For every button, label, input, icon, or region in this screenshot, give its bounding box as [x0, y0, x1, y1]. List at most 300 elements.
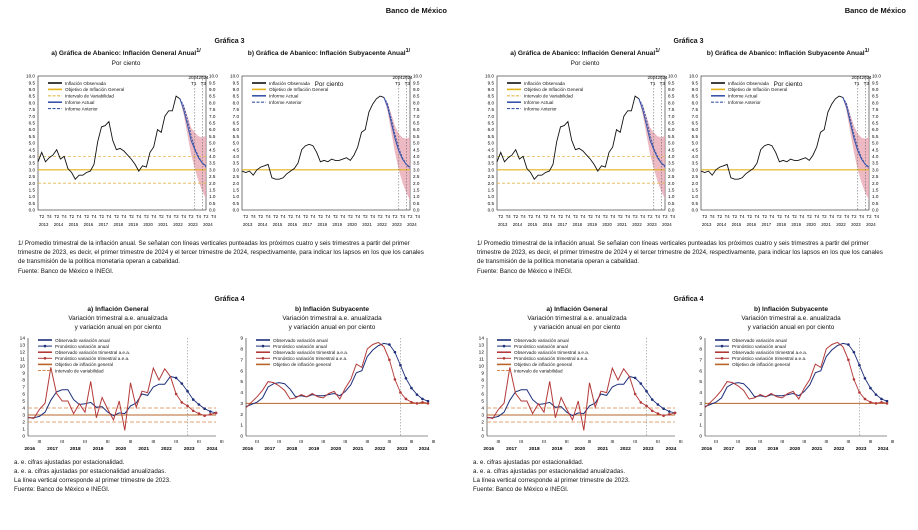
y-tick-label: 4.0 — [691, 154, 698, 159]
legend-label-4: Informe Anterior — [524, 106, 557, 112]
quarter-label: III — [255, 439, 259, 444]
marker-t1-label: T1 — [395, 81, 401, 86]
legend-label-4: Objetivo de inflación general — [514, 362, 572, 368]
year-label: 2022 — [836, 222, 846, 227]
y-tick-label-right: 0.5 — [872, 200, 879, 206]
forecast-quarterly-point — [215, 412, 218, 415]
quarter-label: T4 — [784, 214, 790, 219]
quarter-label: T4 — [310, 214, 316, 219]
forecast-annual-point — [875, 393, 878, 396]
quarter-label: T4 — [655, 214, 661, 219]
y-tick-label-right: 9.5 — [668, 80, 675, 86]
y-tick-label: 9.0 — [487, 87, 494, 92]
year-label: 2018 — [113, 222, 124, 227]
year-label: 2019 — [308, 447, 320, 452]
y-tick-label: 5 — [699, 380, 702, 386]
y-tick-label: 2.5 — [691, 174, 698, 180]
year-label: 2021 — [352, 447, 364, 452]
forecast-quarterly-point — [634, 393, 637, 396]
chart-c-subtitle1: Variación trimestral a.e. anualizada — [68, 315, 168, 322]
y-tick-label: 9 — [240, 336, 243, 342]
y-tick-label-right: 6.0 — [668, 127, 675, 133]
legend-label-4: Informe Anterior — [65, 106, 98, 112]
quarter-label: T2 — [128, 214, 134, 219]
y-tick-label: 5.0 — [28, 140, 35, 146]
y-tick-label-right: 0.5 — [209, 200, 216, 206]
legend-label-3: Pronóstico variación trimestral a.e.a. — [273, 356, 348, 362]
report-page-right — [459, 0, 918, 530]
quarter-label: T4 — [769, 214, 775, 219]
y-tick-label: 1 — [240, 423, 243, 429]
quarter-label: T2 — [602, 214, 608, 219]
y-tick-label: 8 — [240, 347, 243, 353]
figure3-footnote: 1/ Promedio trimestral de la inflación anual. Se señalan con líneas verticales punteadas los próximos cuatro y seis trimestres a partir del primer trimestre de 2023, es decir, el primer trimestre de 2024 y el tercer trimestre de 2024, respectivamente, para indicar los lapsos en los que los canales de transmisión de la política monetaria operan a cabalidad. — [18, 240, 424, 265]
forecast-quarterly-point — [886, 402, 889, 405]
chart-d-subtitle1: Variación trimestral a.e. anualizada — [282, 315, 382, 322]
chart-c-subtitle2: y variación anual en por ciento — [533, 324, 621, 331]
quarter-label: III — [299, 439, 304, 444]
quarter-label: T2 — [866, 214, 872, 219]
quarter-label: T4 — [355, 214, 361, 219]
series-observed-quarterly — [487, 367, 635, 430]
y-tick-label-right: 10.0 — [209, 73, 218, 79]
y-tick-label-right: 8.5 — [209, 93, 216, 99]
note-aea: a. e. a. cifras ajustadas por estacionalidad anualizadas. — [473, 467, 626, 475]
y-tick-label-right: 1.0 — [872, 194, 879, 200]
year-label: 2022 — [833, 447, 845, 452]
year-label: 2024 — [662, 222, 672, 227]
y-tick-label: 2 — [699, 412, 702, 418]
note-aea: a. e. a. cifras ajustadas por estacionalidad anualizadas. — [14, 467, 167, 475]
year-label: 2024 — [866, 222, 876, 227]
marker-year-label: 20242024 — [647, 75, 668, 80]
y-tick-label: 7.5 — [28, 107, 35, 113]
quarter-label: T4 — [625, 214, 631, 219]
y-tick-label: 5 — [240, 380, 243, 386]
year-label: 2021 — [821, 222, 831, 227]
y-tick-label: 2.5 — [28, 174, 35, 180]
y-tick-label-right: 1.0 — [209, 194, 216, 200]
y-tick-label: 4 — [22, 406, 25, 412]
y-tick-label: 9.5 — [232, 80, 239, 86]
forecast-annual-point — [847, 343, 850, 346]
legend-label-2: Informe Actual — [728, 93, 758, 99]
forecast-annual-point — [853, 351, 856, 354]
y-tick-label-right: 7.5 — [413, 107, 420, 113]
quarter-label: T2 — [273, 214, 279, 219]
quarter-label: III — [128, 439, 133, 444]
legend-label-2: Intervalo de Variabilidad — [65, 93, 114, 99]
quarter-label: T2 — [84, 214, 90, 219]
legend-label-0: Inflación Observada — [65, 80, 106, 86]
y-tick-label: 10.0 — [689, 73, 698, 79]
year-label: 2013 — [701, 222, 712, 227]
y-tick-label: 5.0 — [487, 140, 494, 146]
figure3-source: Fuente: Banco de México e INEGI. — [477, 268, 573, 275]
forecast-annual-point — [668, 410, 671, 413]
y-tick-label: 1.5 — [232, 187, 239, 193]
year-label: 2024 — [203, 222, 213, 227]
quarter-label: T2 — [557, 214, 563, 219]
y-tick-label-right: 3.5 — [209, 160, 216, 166]
quarter-label: III — [890, 439, 895, 444]
forecast-quarterly-point — [421, 401, 424, 404]
y-tick-label-right: 6.0 — [872, 127, 879, 133]
quarter-label: T2 — [632, 214, 638, 219]
quarter-label: T4 — [385, 214, 391, 219]
y-tick-label: 8.0 — [487, 100, 494, 106]
quarter-label: T4 — [106, 214, 112, 219]
y-tick-label-right: 10.0 — [668, 73, 677, 79]
year-label: 2020 — [574, 447, 586, 452]
year-label: 2017 — [302, 222, 313, 227]
y-tick-label-right: 6.5 — [872, 120, 879, 126]
y-tick-label-right: 1.0 — [668, 194, 675, 200]
y-tick-label: 6 — [481, 392, 484, 398]
y-tick-label: 1.5 — [28, 187, 35, 193]
y-tick-label: 3 — [699, 401, 702, 407]
figure4-notes — [473, 459, 630, 495]
y-tick-label: 8.5 — [28, 93, 35, 99]
chart-d-subtitle1: Variación trimestral a.e. anualizada — [741, 315, 841, 322]
y-tick-label: 5.5 — [691, 133, 698, 139]
year-label: 2018 — [572, 222, 583, 227]
year-label: 2022 — [620, 447, 631, 452]
year-label: 2020 — [347, 222, 357, 227]
year-label: 2023 — [851, 222, 861, 227]
y-tick-label: 7.5 — [487, 107, 494, 113]
y-tick-label: 10.0 — [230, 73, 239, 79]
y-tick-label-right: 6.0 — [209, 127, 216, 133]
year-label: 2024 — [407, 222, 417, 227]
y-tick-label: 3.5 — [232, 160, 239, 166]
year-label: 2018 — [745, 447, 757, 452]
quarter-label: T2 — [392, 214, 398, 219]
quarter-label: T4 — [669, 214, 675, 219]
quarter-label: III — [387, 439, 392, 444]
y-tick-label-right: 5.0 — [872, 140, 879, 146]
year-label: 2021 — [617, 222, 627, 227]
figure4-source: Fuente: Banco de México e INEGI. — [473, 485, 569, 493]
year-label: 2021 — [811, 447, 823, 452]
y-tick-label-right: 1.5 — [668, 187, 675, 193]
legend-marker — [721, 357, 724, 360]
legend-label-2: Intervalo de Variabilidad — [524, 93, 573, 99]
y-tick-label-right: 4.5 — [209, 147, 216, 153]
forecast-quarterly-point — [864, 398, 867, 401]
forecast-quarterly-point — [410, 401, 413, 404]
y-tick-label: 1.0 — [487, 194, 494, 200]
legend-label-1: Objetivo de Inflación General — [524, 87, 584, 93]
y-tick-label-right: 7.5 — [872, 107, 879, 113]
y-tick-label: 6.5 — [487, 120, 494, 126]
y-tick-label-right: 9.0 — [209, 87, 216, 92]
quarter-label: T4 — [61, 214, 67, 219]
y-tick-label: 4.5 — [28, 147, 35, 153]
forecast-quarterly-point — [198, 412, 201, 415]
year-label: 2020 — [806, 222, 816, 227]
legend-label-2: Informe Actual — [269, 93, 299, 99]
year-label: 2020 — [115, 447, 127, 452]
chart-d-subtitle2: y variación anual en por ciento — [747, 324, 835, 331]
marker-t1-label: T1 — [191, 81, 197, 86]
y-tick-label-right: 0.0 — [872, 207, 879, 213]
quarter-label: III — [174, 439, 179, 444]
chart-a-subtitle: Por ciento — [570, 60, 600, 67]
y-tick-label-right: 0.0 — [668, 207, 675, 213]
y-tick-label: 7 — [22, 385, 25, 391]
year-label: 2017 — [506, 447, 517, 452]
y-tick-label: 5.5 — [232, 133, 239, 139]
chart-b-title: b) Gráfica de Abanico: Inflación Subyacente Anual$^{1/}$ — [706, 48, 870, 58]
legend-label-1: Pronóstico variación anual — [514, 343, 568, 349]
forecast-quarterly-point — [880, 401, 883, 404]
y-tick-label: 8 — [22, 378, 25, 384]
quarter-label: T2 — [98, 214, 104, 219]
figure3-title: Gráfica 3 — [214, 38, 245, 45]
forecast-quarterly-point — [869, 401, 872, 404]
quarterly-chart-general — [469, 332, 681, 456]
quarter-label: T2 — [702, 214, 708, 219]
legend-marker — [262, 357, 265, 360]
y-tick-label: 5.5 — [487, 133, 494, 139]
y-tick-label: 2.0 — [28, 180, 35, 186]
y-tick-label-right: 5.5 — [872, 133, 879, 139]
y-tick-label: 1.0 — [691, 194, 698, 200]
year-label: 2019 — [587, 222, 597, 227]
y-tick-label: 8 — [481, 378, 484, 384]
quarter-label: T4 — [709, 214, 715, 219]
y-tick-label-right: 5.0 — [413, 140, 420, 146]
y-tick-label-right: 3.0 — [209, 167, 216, 173]
quarter-label: T2 — [513, 214, 519, 219]
quarter-label: T4 — [250, 214, 256, 219]
quarter-label: III — [678, 439, 683, 444]
quarter-label: T4 — [565, 214, 571, 219]
quarterly-chart-core — [687, 332, 893, 456]
figure4-notes — [14, 459, 171, 495]
note-vertical-line: La línea vertical corresponde al primer trimestre de 2023. — [14, 476, 171, 484]
forecast-annual-point — [186, 390, 189, 393]
y-tick-label: 14 — [19, 336, 25, 342]
y-tick-label-right: 9.5 — [209, 80, 216, 86]
marker-t3-label: T3 — [659, 81, 665, 86]
y-tick-label-right: 4.0 — [668, 154, 675, 159]
y-tick-label-right: 4.0 — [872, 154, 879, 159]
y-tick-label: 7.0 — [232, 113, 239, 119]
y-tick-label: 0 — [240, 434, 243, 440]
year-label: 2019 — [92, 447, 104, 452]
forecast-quarterly-point — [192, 410, 195, 413]
quarter-label: T2 — [347, 214, 353, 219]
chart-b-title: b) Gráfica de Abanico: Inflación Subyacente Anual$^{1/}$ — [247, 48, 411, 58]
y-tick-label-right: 8.0 — [413, 100, 420, 106]
y-tick-label: 6.5 — [232, 120, 239, 126]
y-tick-label: 5 — [22, 399, 25, 405]
forecast-quarterly-point — [645, 405, 648, 408]
y-tick-label-right: 0.5 — [668, 200, 675, 206]
quarter-label: T4 — [325, 214, 331, 219]
quarter-label: T4 — [754, 214, 760, 219]
quarter-label: T4 — [859, 214, 865, 219]
forecast-quarterly-point — [427, 402, 430, 405]
legend-label-3: Informe Anterior — [728, 100, 761, 105]
plot-frame — [497, 76, 665, 210]
forecast-annual-point — [880, 398, 883, 401]
chart-b-subtitle: Por ciento — [773, 81, 803, 88]
y-tick-label-right: 4.0 — [413, 154, 420, 159]
year-label: 2023 — [396, 447, 408, 452]
y-tick-label: 7 — [699, 358, 702, 364]
chart-c-subtitle2: y variación anual en por ciento — [74, 324, 162, 331]
quarter-label: T4 — [196, 214, 202, 219]
y-tick-label-right: 8.0 — [668, 100, 675, 106]
fan-chart-general — [14, 68, 220, 227]
forecast-annual-point — [651, 398, 654, 401]
quarter-label: III — [519, 439, 524, 444]
quarter-label: T2 — [747, 214, 753, 219]
quarter-label: T4 — [724, 214, 730, 219]
plot-frame — [242, 76, 410, 210]
legend-label-0: Inflación Observada — [728, 80, 769, 86]
series-forecast-quarterly — [389, 360, 428, 404]
y-tick-label: 2.5 — [232, 174, 239, 180]
legend-label-0: Observado variación anual — [273, 337, 328, 343]
quarter-label: T2 — [377, 214, 383, 219]
marker-t1-label: T1 — [650, 81, 656, 86]
quarter-label: T2 — [203, 214, 209, 219]
marker-t1-label: T1 — [854, 81, 860, 86]
year-label: 2020 — [602, 222, 612, 227]
quarter-label: T2 — [806, 214, 812, 219]
year-label: 2016 — [483, 447, 495, 452]
year-label: 2021 — [158, 222, 168, 227]
year-label: 2024 — [665, 447, 677, 452]
quarter-label: T2 — [776, 214, 782, 219]
year-label: 2016 — [746, 222, 757, 227]
year-label: 2013 — [497, 222, 508, 227]
quarter-label: T4 — [799, 214, 805, 219]
forecast-annual-point — [181, 382, 184, 385]
year-label: 2018 — [69, 447, 81, 452]
quarter-label: III — [714, 439, 718, 444]
y-tick-label-right: 3.0 — [872, 167, 879, 173]
quarter-label: T4 — [829, 214, 835, 219]
y-tick-label: 8 — [699, 347, 702, 353]
bank-header: Banco de México — [844, 6, 906, 15]
y-tick-label: 0.5 — [232, 200, 239, 206]
y-tick-label: 2 — [240, 412, 243, 418]
y-tick-label: 8.0 — [691, 100, 698, 106]
y-tick-label: 6.0 — [691, 127, 698, 133]
y-tick-label: 6.5 — [28, 120, 35, 126]
year-label: 2022 — [632, 222, 642, 227]
quarter-label: T4 — [520, 214, 526, 219]
quarter-label: T2 — [761, 214, 767, 219]
year-label: 2018 — [317, 222, 328, 227]
y-tick-label-right: 9.0 — [413, 87, 420, 92]
quarter-label: T2 — [113, 214, 119, 219]
y-tick-label: 2 — [22, 420, 25, 426]
y-tick-label: 13 — [478, 343, 484, 349]
year-label: 2021 — [138, 447, 149, 452]
year-label: 2017 — [761, 222, 772, 227]
y-tick-label-right: 3.5 — [413, 160, 420, 166]
y-tick-label: 8.0 — [232, 100, 239, 106]
y-tick-label: 1 — [481, 427, 484, 433]
quarter-label: T4 — [181, 214, 187, 219]
quarter-label: T4 — [400, 214, 406, 219]
legend-label-3: Informe Actual — [524, 100, 554, 105]
y-tick-label-right: 7.5 — [668, 107, 675, 113]
quarter-label: T2 — [54, 214, 60, 219]
chart-c-title: a) Inflación General — [546, 306, 608, 313]
year-label: 2024 — [877, 447, 889, 452]
chart-d-title: b) Inflación Subyacente — [753, 306, 828, 313]
year-label: 2015 — [527, 222, 538, 227]
y-tick-label-right: 8.0 — [872, 100, 879, 106]
y-tick-label: 3.0 — [487, 167, 494, 173]
y-tick-label-right: 5.5 — [413, 133, 420, 139]
y-tick-label-right: 8.5 — [413, 93, 420, 99]
marker-year-label: 20242024 — [392, 75, 413, 80]
y-tick-label: 3.5 — [691, 160, 698, 166]
chart-a-subtitle: Por ciento — [111, 60, 141, 67]
y-tick-label-right: 4.5 — [413, 147, 420, 153]
y-tick-label: 4.5 — [487, 147, 494, 153]
legend-label-2: Observado variación trimestral a.e.a. — [273, 350, 349, 355]
quarter-label: III — [83, 439, 87, 444]
year-label: 2019 — [791, 222, 801, 227]
y-tick-label: 9.0 — [691, 87, 698, 92]
quarter-label: III — [542, 439, 546, 444]
quarter-label: T2 — [362, 214, 368, 219]
year-label: 2017 — [47, 447, 58, 452]
quarter-label: T2 — [302, 214, 308, 219]
y-tick-label: 11 — [479, 357, 484, 363]
y-tick-label-right: 3.5 — [872, 160, 879, 166]
year-label: 2014 — [512, 222, 523, 227]
y-tick-label-right: 9.5 — [413, 80, 420, 86]
quarter-label: T4 — [873, 214, 879, 219]
legend-label-1: Objetivo de Inflación General — [728, 87, 788, 93]
quarter-label: T4 — [91, 214, 97, 219]
y-tick-label-right: 8.5 — [872, 93, 879, 99]
y-tick-label: 6 — [699, 369, 702, 375]
y-tick-label: 3.0 — [691, 167, 698, 173]
legend-label-0: Observado variación anual — [732, 337, 787, 343]
y-tick-label: 3 — [240, 401, 243, 407]
quarter-label: T2 — [258, 214, 264, 219]
y-tick-label-right: 9.0 — [668, 87, 675, 92]
quarter-label: T2 — [243, 214, 249, 219]
quarter-label: III — [60, 439, 65, 444]
y-tick-label: 3.5 — [487, 160, 494, 166]
y-tick-label: 0 — [481, 434, 484, 440]
quarter-label: T4 — [640, 214, 646, 219]
y-tick-label-right: 5.0 — [209, 140, 216, 146]
legend-label-1: Pronóstico variación anual — [273, 343, 327, 349]
y-tick-label-right: 9.5 — [872, 80, 879, 86]
legend-label-4: Objetivo de inflación general — [732, 362, 790, 368]
quarter-label: T2 — [528, 214, 534, 219]
quarter-label: T4 — [46, 214, 52, 219]
year-label: 2014 — [716, 222, 727, 227]
y-tick-label: 0.0 — [232, 207, 239, 213]
forecast-quarterly-point — [853, 378, 856, 381]
year-label: 2020 — [789, 447, 801, 452]
figure3-title: Gráfica 3 — [673, 38, 704, 45]
